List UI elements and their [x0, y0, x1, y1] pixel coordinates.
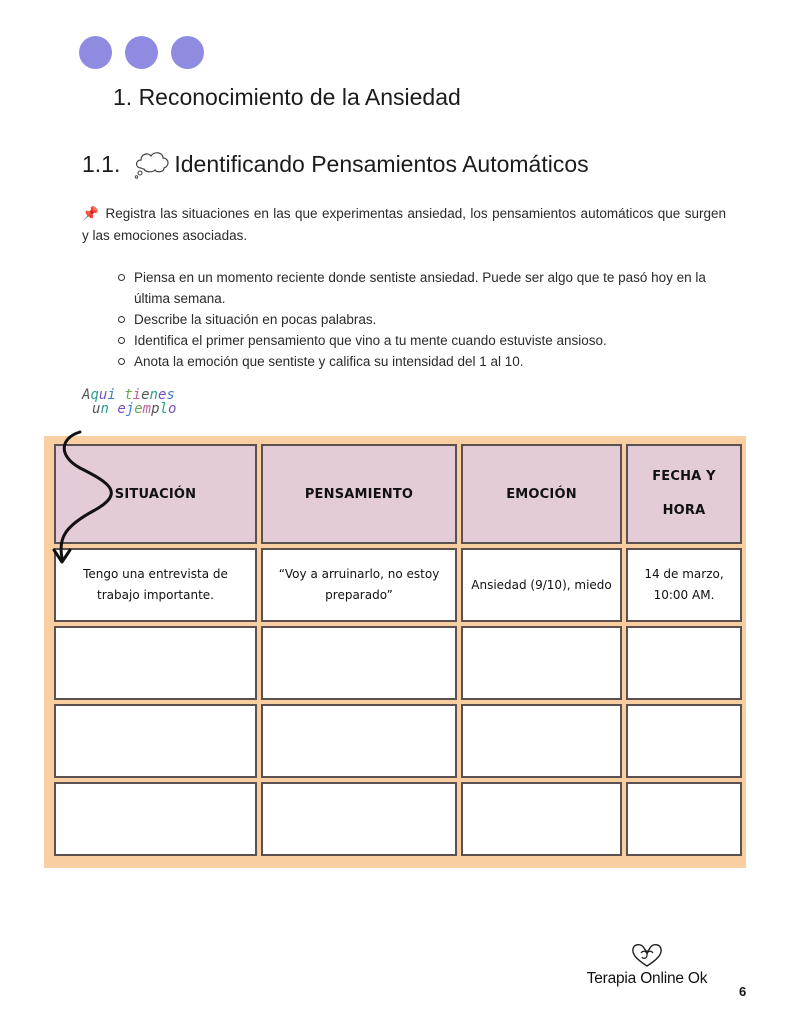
- list-item: Anota la emoción que sentiste y califica su intensidad del 1 al 10.: [118, 351, 718, 372]
- list-item: Identifica el primer pensamiento que vino a tu mente cuando estuviste ansioso.: [118, 330, 718, 351]
- table-cell-empty[interactable]: [54, 626, 257, 700]
- decorative-dots: [79, 36, 204, 69]
- section-title: 1. Reconocimiento de la Ansiedad: [113, 84, 461, 110]
- subsection-heading: [82, 148, 589, 180]
- heart-logo-icon: [630, 942, 664, 968]
- example-label-letter: u: [92, 401, 101, 417]
- example-label-letter: n: [100, 401, 109, 417]
- example-cell-fecha: 14 de marzo, 10:00 AM.: [626, 548, 742, 622]
- example-label-letter: i: [132, 387, 142, 403]
- pushpin-icon: 📌: [82, 206, 100, 221]
- table-cell-empty[interactable]: [54, 782, 257, 856]
- table-cell-empty[interactable]: [261, 782, 457, 856]
- dot-3: [171, 36, 204, 69]
- example-label-letter: e: [157, 387, 167, 403]
- curved-arrow-icon: [50, 428, 130, 568]
- intro-text: Registra las situaciones en las que experimentas ansiedad, los pensamientos automáticos que surgen y las emociones asociadas.: [82, 206, 727, 243]
- example-label-letter: o: [167, 401, 177, 417]
- subsection-title: Identificando Pensamientos Automáticos: [174, 150, 589, 177]
- example-label-letter: s: [166, 387, 175, 403]
- example-label-line1: [82, 388, 176, 402]
- intro-paragraph: [82, 203, 726, 247]
- table-cell-empty[interactable]: [626, 626, 742, 700]
- table-cell-empty[interactable]: [461, 704, 622, 778]
- example-label: [82, 388, 176, 416]
- example-cell-situacion: Tengo una entrevista de trabajo importante.: [54, 548, 257, 622]
- example-label-letter: i: [107, 387, 116, 403]
- example-label-line2: [82, 402, 176, 416]
- table-cell-empty[interactable]: [54, 704, 257, 778]
- instruction-list: [118, 267, 718, 372]
- dot-1: [79, 36, 112, 69]
- table-cell-empty[interactable]: [261, 626, 457, 700]
- example-label-letter: m: [142, 401, 152, 417]
- header-fecha-hora: FECHA Y HORA: [626, 444, 742, 544]
- list-item: Piensa en un momento reciente donde sentiste ansiedad. Puede ser algo que te pasó hoy en la última semana.: [118, 267, 718, 309]
- example-label-letter: u: [98, 387, 108, 403]
- example-cell-emocion: Ansiedad (9/10), miedo: [461, 548, 622, 622]
- example-label-letter: A: [82, 387, 91, 403]
- dot-2: [125, 36, 158, 69]
- example-label-letter: j: [125, 401, 135, 417]
- example-label-letter: e: [134, 401, 143, 417]
- page-number: 6: [739, 984, 747, 999]
- brand-name: Terapia Online Ok: [586, 970, 708, 987]
- footer-brand: [577, 942, 717, 988]
- table-cell-empty[interactable]: [461, 626, 622, 700]
- list-item: Describe la situación en pocas palabras.: [118, 309, 718, 330]
- header-situacion: SITUACIÓN: [54, 444, 257, 544]
- example-cell-pensamiento: “Voy a arruinarlo, no estoy preparado”: [261, 548, 457, 622]
- table-cell-empty[interactable]: [461, 782, 622, 856]
- example-label-letter: l: [159, 401, 168, 417]
- subsection-number: 1.1.: [82, 150, 121, 177]
- table-cell-empty[interactable]: [626, 704, 742, 778]
- example-label-letter: q: [90, 387, 99, 403]
- table-cell-empty[interactable]: [261, 704, 457, 778]
- example-label-letter: p: [151, 401, 160, 417]
- table-cell-empty[interactable]: [626, 782, 742, 856]
- example-label-letter: n: [149, 387, 158, 403]
- example-label-letter: t: [124, 387, 133, 403]
- thought-record-table: [54, 444, 738, 858]
- example-label-letter: e: [141, 387, 150, 403]
- header-emocion: EMOCIÓN: [461, 444, 622, 544]
- example-label-letter: e: [117, 401, 126, 417]
- thought-cloud-icon: [132, 148, 172, 180]
- header-pensamiento: PENSAMIENTO: [261, 444, 457, 544]
